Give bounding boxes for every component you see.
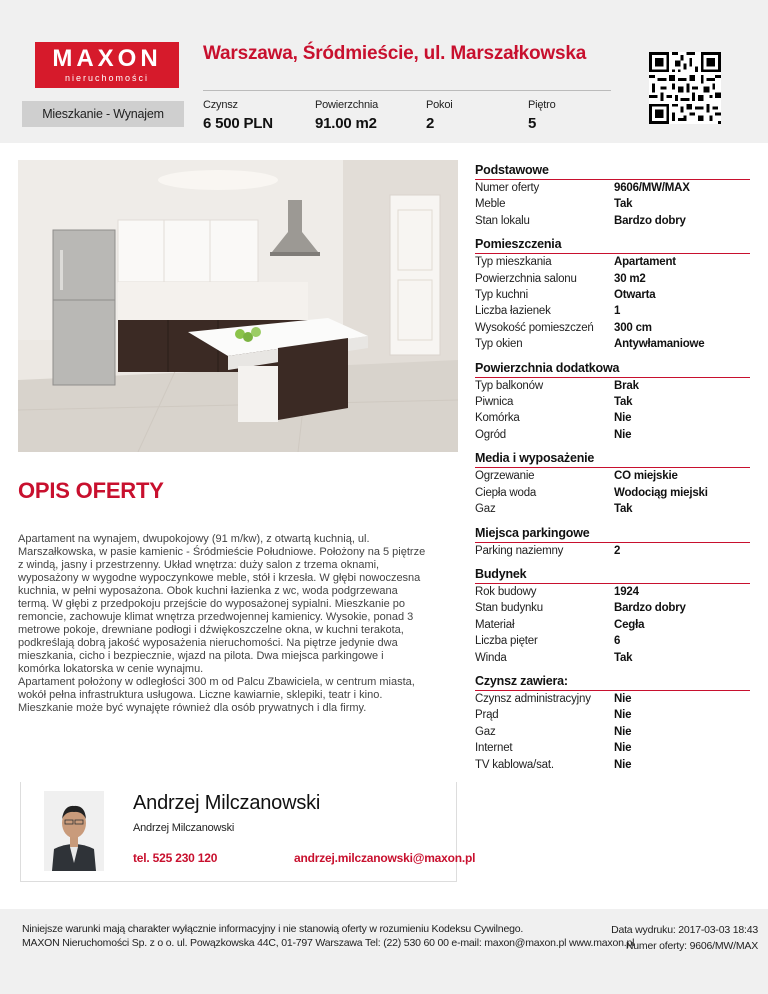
detail-key: Meble: [475, 198, 506, 211]
detail-row: [475, 600, 750, 616]
section-title: Pomieszczenia: [475, 237, 750, 254]
detail-value: Brak: [614, 379, 639, 392]
detail-value: Nie: [614, 725, 632, 738]
stat-value: 5: [528, 115, 537, 132]
detail-key: Materiał: [475, 618, 515, 631]
agent-avatar: [44, 791, 104, 871]
section-rent-includes: [475, 674, 750, 773]
header-band: [0, 0, 768, 143]
detail-row: [475, 320, 750, 336]
detail-value: Tak: [614, 651, 633, 664]
stat-value: 91.00 m2: [315, 115, 377, 132]
section-title: Czynsz zawiera:: [475, 674, 750, 691]
detail-row: [475, 485, 750, 501]
section-extra-area: [475, 361, 750, 444]
section-parking: [475, 526, 750, 559]
detail-key: Ogród: [475, 428, 506, 441]
footer-meta: [611, 922, 758, 954]
detail-row: [475, 213, 750, 229]
detail-row: [475, 180, 750, 196]
detail-value: Apartament: [614, 256, 676, 269]
stat-label: Piętro: [528, 99, 556, 111]
detail-key: Stan lokalu: [475, 214, 530, 227]
property-photo[interactable]: [18, 160, 458, 452]
detail-row: [475, 287, 750, 303]
header-divider: [203, 90, 611, 91]
detail-value: Tak: [614, 396, 633, 409]
stat-label: Czynsz: [203, 99, 238, 111]
detail-row: [475, 427, 750, 443]
detail-value: Nie: [614, 412, 632, 425]
detail-key: Komórka: [475, 412, 520, 425]
detail-row: [475, 617, 750, 633]
detail-value: 30 m2: [614, 272, 646, 285]
detail-key: TV kablowa/sat.: [475, 758, 554, 771]
stat-rooms: [426, 99, 453, 132]
detail-value: CO miejskie: [614, 470, 678, 483]
footer-line: Niniejsze warunki mają charakter wyłącznie informacyjny i nie stanowią oferty w rozumieniu Kodeksu Cywilnego.: [22, 923, 524, 935]
description-text: Apartament na wynajem, dwupokojowy (91 m/kw), z otwartą kuchnią, ul. Marszałkowska, w pasie kamienic - Śródmieście Południowe. Położony na 5 piętrze z windą, jasny i przestrzenny. Układ wnętrza: duży salon z trzema oknami, wyposażony w wygodne wypoczynkowe meble, stół i krzesła. W głębi nowoczesna kuchnia, w pełni wyposażona. Obok kuchni łazienka z wc, woda podgrzewana termą. W głębi z przedpokoju przejście do wyposażonej sypialni. Mieszkanie po remoncie, zachowuje klimat wnętrza przedwojennej kamienicy. Wysokie, ponad 3 metrowe pokoje, drewniane podłogi i dźwiękoszczelne okna, w kuchni terakota, podkreślają dobrą jakość wyposażenia nieruchomości. Na piętrze jedynie dwa mieszkania, cicho i bezpiecznie, wjazd na pilota. Dwa miejsca parkingowe i komórka lokatorska w cenie wynajmu. Apartament położony w odległości 300 m od Palcu Zbawiciela, w centrum miasta, wokół pełna infrastruktura usługowa. Liczne kawiarnie, sklepiki, teatr i kino. Mieszkanie może być wynajęte również dla osób prywatnych i dla firmy.: [18, 533, 426, 714]
detail-key: Gaz: [475, 725, 496, 738]
detail-value: Otwarta: [614, 289, 656, 302]
stat-value: 2: [426, 115, 435, 132]
stat-area: [315, 99, 378, 132]
section-title: Powierzchnia dodatkowa: [475, 361, 750, 378]
detail-value: Tak: [614, 198, 633, 211]
detail-row: [475, 410, 750, 426]
detail-key: Rok budowy: [475, 585, 537, 598]
stat-value: 6 500 PLN: [203, 115, 273, 132]
detail-row: [475, 584, 750, 600]
detail-value: Nie: [614, 692, 632, 705]
detail-key: Winda: [475, 651, 507, 664]
detail-key: Czynsz administracyjny: [475, 692, 591, 705]
detail-row: [475, 394, 750, 410]
detail-key: Ciepła woda: [475, 486, 537, 499]
detail-row: [475, 468, 750, 484]
detail-key: Powierzchnia salonu: [475, 272, 577, 285]
detail-row: [475, 707, 750, 723]
detail-row: [475, 543, 750, 559]
detail-value: Wodociąg miejski: [614, 486, 708, 499]
agent-card: [20, 782, 476, 882]
detail-row: [475, 271, 750, 287]
detail-value: Nie: [614, 758, 632, 771]
section-title: Miejsca parkingowe: [475, 526, 750, 543]
details-column: [475, 163, 750, 781]
qr-code-icon[interactable]: [648, 52, 722, 124]
detail-row: [475, 378, 750, 394]
stat-rent: [203, 99, 273, 132]
detail-value: Nie: [614, 709, 632, 722]
offer-type-badge: Mieszkanie - Wynajem: [22, 101, 184, 127]
detail-key: Wysokość pomieszczeń: [475, 321, 594, 334]
detail-row: [475, 336, 750, 352]
detail-row: [475, 740, 750, 756]
detail-row: [475, 691, 750, 707]
detail-value: 9606/MW/MAX: [614, 182, 690, 194]
detail-row: [475, 303, 750, 319]
maxon-logo[interactable]: [35, 42, 179, 88]
detail-key: Parking naziemny: [475, 544, 564, 557]
logo-wordmark: MAXON: [52, 45, 162, 72]
detail-row: [475, 650, 750, 666]
agent-email-link[interactable]: andrzej.milczanowski@maxon.pl: [294, 851, 476, 865]
detail-key: Prąd: [475, 709, 499, 722]
section-title: Media i wyposażenie: [475, 451, 750, 468]
print-date: Data wydruku: 2017-03-03 18:43: [611, 924, 758, 936]
detail-row: [475, 501, 750, 517]
detail-value: Antywłamaniowe: [614, 338, 705, 351]
logo-tagline: nieruchomości: [64, 73, 150, 83]
stat-floor: [528, 99, 556, 132]
footer-disclaimer: [22, 922, 634, 950]
section-media: [475, 451, 750, 517]
detail-value: Bardzo dobry: [614, 602, 686, 615]
detail-value: 6: [614, 635, 621, 648]
detail-value: Bardzo dobry: [614, 214, 686, 227]
detail-value: Nie: [614, 742, 632, 755]
detail-key: Gaz: [475, 503, 496, 516]
section-rooms: [475, 237, 750, 352]
detail-key: Typ balkonów: [475, 379, 543, 392]
detail-key: Numer oferty: [475, 182, 540, 194]
footer-line: MAXON Nieruchomości Sp. z o o. ul. Powązkowska 44C, 01-797 Warszawa Tel: (22) 530 60 00 e-mail: maxon@maxon.pl www.maxon.pl: [22, 937, 635, 949]
detail-row: [475, 724, 750, 740]
agent-name: Andrzej Milczanowski: [133, 792, 321, 814]
agent-subtitle: Andrzej Milczanowski: [133, 822, 235, 834]
detail-key: Piwnica: [475, 396, 514, 409]
description-title: OPIS OFERTY: [18, 478, 164, 503]
detail-row: [475, 196, 750, 212]
detail-value: Cegła: [614, 618, 645, 631]
detail-value: 300 cm: [614, 321, 652, 334]
detail-row: [475, 757, 750, 773]
agent-phone-link[interactable]: tel. 525 230 120: [133, 851, 218, 865]
detail-value: Tak: [614, 503, 633, 516]
section-basic: [475, 163, 750, 229]
section-building: [475, 567, 750, 666]
detail-key: Liczba pięter: [475, 635, 538, 648]
detail-value: 2: [614, 544, 621, 557]
detail-key: Typ okien: [475, 338, 523, 351]
detail-key: Ogrzewanie: [475, 470, 535, 483]
detail-row: [475, 254, 750, 270]
detail-key: Stan budynku: [475, 602, 543, 615]
detail-key: Typ mieszkania: [475, 256, 552, 269]
stat-label: Pokoi: [426, 99, 453, 111]
detail-row: [475, 633, 750, 649]
detail-key: Typ kuchni: [475, 289, 528, 302]
footer: [0, 909, 768, 994]
stat-label: Powierzchnia: [315, 99, 379, 111]
section-title: Budynek: [475, 567, 750, 584]
detail-key: Liczba łazienek: [475, 305, 551, 318]
footer-offer-number: Numer oferty: 9606/MW/MAX: [625, 940, 758, 952]
offer-address: Warszawa, Śródmieście, ul. Marszałkowska: [203, 43, 587, 64]
detail-key: Internet: [475, 742, 513, 755]
detail-value: 1924: [614, 585, 639, 598]
detail-value: Nie: [614, 428, 632, 441]
detail-value: 1: [614, 305, 621, 318]
section-title: Podstawowe: [475, 163, 750, 180]
